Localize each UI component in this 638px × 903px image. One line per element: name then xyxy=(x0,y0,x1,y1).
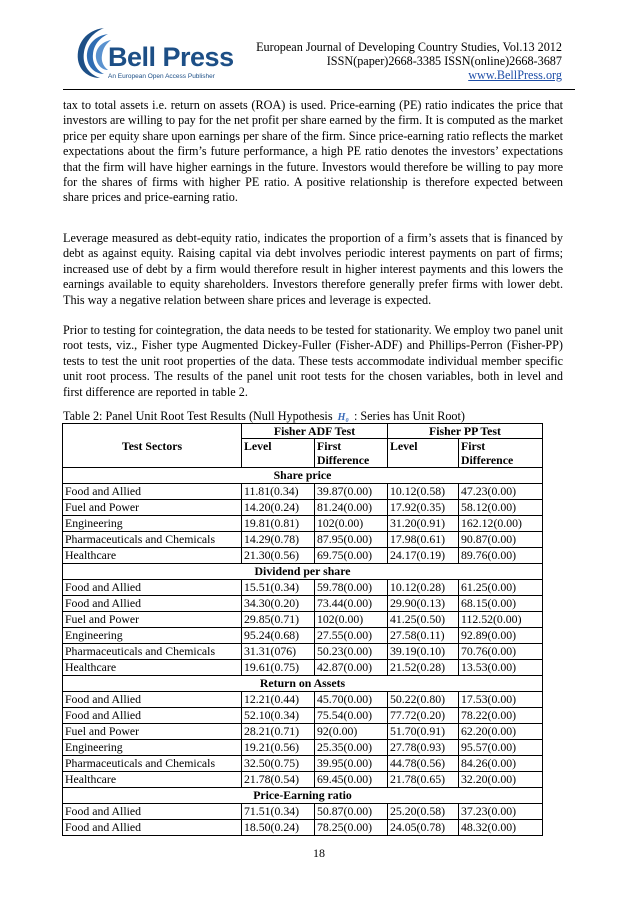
value-cell: 70.76(0.00) xyxy=(459,644,543,660)
value-cell: 37.23(0.00) xyxy=(459,804,543,820)
sector-cell: Pharmaceuticals and Chemicals xyxy=(63,644,242,660)
value-cell: 47.23(0.00) xyxy=(459,484,543,500)
publisher-logo xyxy=(74,24,234,84)
value-cell: 51.70(0.91) xyxy=(388,724,459,740)
paragraph-pe-ratio: tax to total assets i.e. return on assets (ROA) is used. Price-earning (PE) ratio indicates the price that investors are willing to pay for the net profit per share earned by the firm. It is computed as the market price per equity share upon earnings per share of the firm. Since price-earning ratio reflects the market expectations about the firm’s future performance, a high PE ratio denotes the investors’ expectations that the firm will have higher earnings in the future. Investors would therefore be willing to pay more for the shares of firms with higher PE ratio. A positive relationship is therefore expected between share prices and price-earning ratio. xyxy=(63,98,563,205)
value-cell: 29.85(0.71) xyxy=(242,612,315,628)
table-row xyxy=(63,484,543,500)
col-pp-first-difference: First Difference xyxy=(459,439,543,468)
value-cell: 15.51(0.34) xyxy=(242,580,315,596)
journal-title: European Journal of Developing Country Studies, Vol.13 2012 xyxy=(256,40,562,54)
value-cell: 45.70(0.00) xyxy=(315,692,388,708)
sector-cell: Fuel and Power xyxy=(63,500,242,516)
value-cell: 162.12(0.00) xyxy=(459,516,543,532)
value-cell: 50.23(0.00) xyxy=(315,644,388,660)
value-cell: 31.20(0.91) xyxy=(388,516,459,532)
value-cell: 19.21(0.56) xyxy=(242,740,315,756)
value-cell: 17.98(0.61) xyxy=(388,532,459,548)
value-cell: 27.58(0.11) xyxy=(388,628,459,644)
null-hypothesis-symbol: H₀ xyxy=(337,412,349,423)
paragraph-stationarity: Prior to testing for cointegration, the data needs to be tested for stationarity. We employ two panel unit root tests, viz., Fisher type Augmented Dickey-Fuller (Fisher-ADF) and Phillips-Perron (Fisher-PP) tests to test the unit root properties of the data. These tests accommodate individual member specific unit root process. The results of the panel unit root tests for the chosen variables, both in level and first difference are reported in table 2. xyxy=(63,323,563,399)
section-title: Return on Assets xyxy=(63,676,543,692)
value-cell: 14.20(0.24) xyxy=(242,500,315,516)
value-cell: 92.89(0.00) xyxy=(459,628,543,644)
value-cell: 87.95(0.00) xyxy=(315,532,388,548)
table-row xyxy=(63,548,543,564)
table-row xyxy=(63,532,543,548)
table-row xyxy=(63,612,543,628)
value-cell: 102(0.00) xyxy=(315,612,388,628)
section-title: Dividend per share xyxy=(63,564,543,580)
logo-tagline: An European Open Access Publisher xyxy=(108,73,215,80)
value-cell: 68.15(0.00) xyxy=(459,596,543,612)
value-cell: 61.25(0.00) xyxy=(459,580,543,596)
value-cell: 73.44(0.00) xyxy=(315,596,388,612)
header-rule xyxy=(63,89,575,90)
value-cell: 10.12(0.28) xyxy=(388,580,459,596)
value-cell: 39.87(0.00) xyxy=(315,484,388,500)
table-row xyxy=(63,772,543,788)
value-cell: 34.30(0.20) xyxy=(242,596,315,612)
value-cell: 27.78(0.93) xyxy=(388,740,459,756)
col-pp-level: Level xyxy=(388,439,459,468)
section-title: Share price xyxy=(63,468,543,484)
value-cell: 21.78(0.65) xyxy=(388,772,459,788)
section-header-row xyxy=(63,788,543,804)
sector-cell: Food and Allied xyxy=(63,804,242,820)
value-cell: 78.25(0.00) xyxy=(315,820,388,836)
value-cell: 95.57(0.00) xyxy=(459,740,543,756)
table-row xyxy=(63,628,543,644)
col-adf-first-difference: First Difference xyxy=(315,439,388,468)
value-cell: 11.81(0.34) xyxy=(242,484,315,500)
sector-cell: Food and Allied xyxy=(63,692,242,708)
sector-cell: Healthcare xyxy=(63,548,242,564)
table-row xyxy=(63,740,543,756)
col-test-sectors: Test Sectors xyxy=(63,424,242,468)
value-cell: 21.30(0.56) xyxy=(242,548,315,564)
table-row xyxy=(63,756,543,772)
value-cell: 10.12(0.58) xyxy=(388,484,459,500)
table-row xyxy=(63,692,543,708)
sector-cell: Food and Allied xyxy=(63,820,242,836)
sector-cell: Pharmaceuticals and Chemicals xyxy=(63,532,242,548)
value-cell: 12.21(0.44) xyxy=(242,692,315,708)
value-cell: 48.32(0.00) xyxy=(459,820,543,836)
value-cell: 17.92(0.35) xyxy=(388,500,459,516)
value-cell: 41.25(0.50) xyxy=(388,612,459,628)
sector-cell: Food and Allied xyxy=(63,580,242,596)
value-cell: 24.05(0.78) xyxy=(388,820,459,836)
value-cell: 69.75(0.00) xyxy=(315,548,388,564)
value-cell: 24.17(0.19) xyxy=(388,548,459,564)
sector-cell: Engineering xyxy=(63,516,242,532)
value-cell: 19.61(0.75) xyxy=(242,660,315,676)
value-cell: 39.95(0.00) xyxy=(315,756,388,772)
sector-cell: Healthcare xyxy=(63,772,242,788)
table-caption xyxy=(63,409,465,424)
value-cell: 29.90(0.13) xyxy=(388,596,459,612)
journal-header xyxy=(256,40,562,82)
value-cell: 13.53(0.00) xyxy=(459,660,543,676)
table-row xyxy=(63,596,543,612)
sector-cell: Engineering xyxy=(63,740,242,756)
value-cell: 75.54(0.00) xyxy=(315,708,388,724)
value-cell: 32.50(0.75) xyxy=(242,756,315,772)
caption-text: Table 2: Panel Unit Root Test Results (Null Hypothesis xyxy=(63,409,333,423)
value-cell: 50.22(0.80) xyxy=(388,692,459,708)
value-cell: 21.52(0.28) xyxy=(388,660,459,676)
table-row xyxy=(63,724,543,740)
section-header-row xyxy=(63,676,543,692)
value-cell: 58.12(0.00) xyxy=(459,500,543,516)
table-row xyxy=(63,660,543,676)
value-cell: 17.53(0.00) xyxy=(459,692,543,708)
value-cell: 112.52(0.00) xyxy=(459,612,543,628)
value-cell: 31.31(076) xyxy=(242,644,315,660)
table-row xyxy=(63,644,543,660)
value-cell: 27.55(0.00) xyxy=(315,628,388,644)
sector-cell: Pharmaceuticals and Chemicals xyxy=(63,756,242,772)
value-cell: 59.78(0.00) xyxy=(315,580,388,596)
value-cell: 78.22(0.00) xyxy=(459,708,543,724)
value-cell: 14.29(0.78) xyxy=(242,532,315,548)
unit-root-table xyxy=(62,423,543,836)
value-cell: 42.87(0.00) xyxy=(315,660,388,676)
journal-issn: ISSN(paper)2668-3385 ISSN(online)2668-3687 xyxy=(326,54,562,68)
value-cell: 39.19(0.10) xyxy=(388,644,459,660)
value-cell: 18.50(0.24) xyxy=(242,820,315,836)
caption-text-end: : Series has Unit Root) xyxy=(353,409,465,423)
value-cell: 81.24(0.00) xyxy=(315,500,388,516)
col-adf-level: Level xyxy=(242,439,315,468)
page-number: 18 xyxy=(313,846,325,860)
logo-name: Bell Press xyxy=(108,42,234,72)
section-header-row xyxy=(63,468,543,484)
table-row xyxy=(63,804,543,820)
value-cell: 25.20(0.58) xyxy=(388,804,459,820)
value-cell: 84.26(0.00) xyxy=(459,756,543,772)
sector-cell: Food and Allied xyxy=(63,484,242,500)
value-cell: 62.20(0.00) xyxy=(459,724,543,740)
sector-cell: Food and Allied xyxy=(63,596,242,612)
value-cell: 25.35(0.00) xyxy=(315,740,388,756)
journal-url-link[interactable]: www.BellPress.org xyxy=(468,68,562,82)
sector-cell: Engineering xyxy=(63,628,242,644)
value-cell: 95.24(0.68) xyxy=(242,628,315,644)
value-cell: 52.10(0.34) xyxy=(242,708,315,724)
section-header-row xyxy=(63,564,543,580)
value-cell: 77.72(0.20) xyxy=(388,708,459,724)
sector-cell: Fuel and Power xyxy=(63,612,242,628)
value-cell: 71.51(0.34) xyxy=(242,804,315,820)
col-fisher-adf: Fisher ADF Test xyxy=(242,424,388,439)
table-row xyxy=(63,820,543,836)
value-cell: 28.21(0.71) xyxy=(242,724,315,740)
sector-cell: Healthcare xyxy=(63,660,242,676)
table-row xyxy=(63,500,543,516)
value-cell: 92(0.00) xyxy=(315,724,388,740)
value-cell: 90.87(0.00) xyxy=(459,532,543,548)
table-row xyxy=(63,580,543,596)
value-cell: 69.45(0.00) xyxy=(315,772,388,788)
table-row xyxy=(63,516,543,532)
table-row xyxy=(63,708,543,724)
value-cell: 32.20(0.00) xyxy=(459,772,543,788)
value-cell: 50.87(0.00) xyxy=(315,804,388,820)
value-cell: 44.78(0.56) xyxy=(388,756,459,772)
value-cell: 21.78(0.54) xyxy=(242,772,315,788)
value-cell: 89.76(0.00) xyxy=(459,548,543,564)
paragraph-leverage: Leverage measured as debt-equity ratio, indicates the proportion of a firm’s assets that is financed by debt as against equity. Raising capital via debt involves periodic interest payments on part of firms; increased use of debt by a firm would therefore result in higher interest payments and this lowers the earnings available to equity shareholders. Investors therefore generally prefer firms with lower debt. This way a negative relation between share prices and leverage is expected. xyxy=(63,231,563,307)
sector-cell: Food and Allied xyxy=(63,708,242,724)
sector-cell: Fuel and Power xyxy=(63,724,242,740)
section-title: Price-Earning ratio xyxy=(63,788,543,804)
value-cell: 102(0.00) xyxy=(315,516,388,532)
value-cell: 19.81(0.81) xyxy=(242,516,315,532)
col-fisher-pp: Fisher PP Test xyxy=(388,424,543,439)
table-body xyxy=(63,468,543,836)
